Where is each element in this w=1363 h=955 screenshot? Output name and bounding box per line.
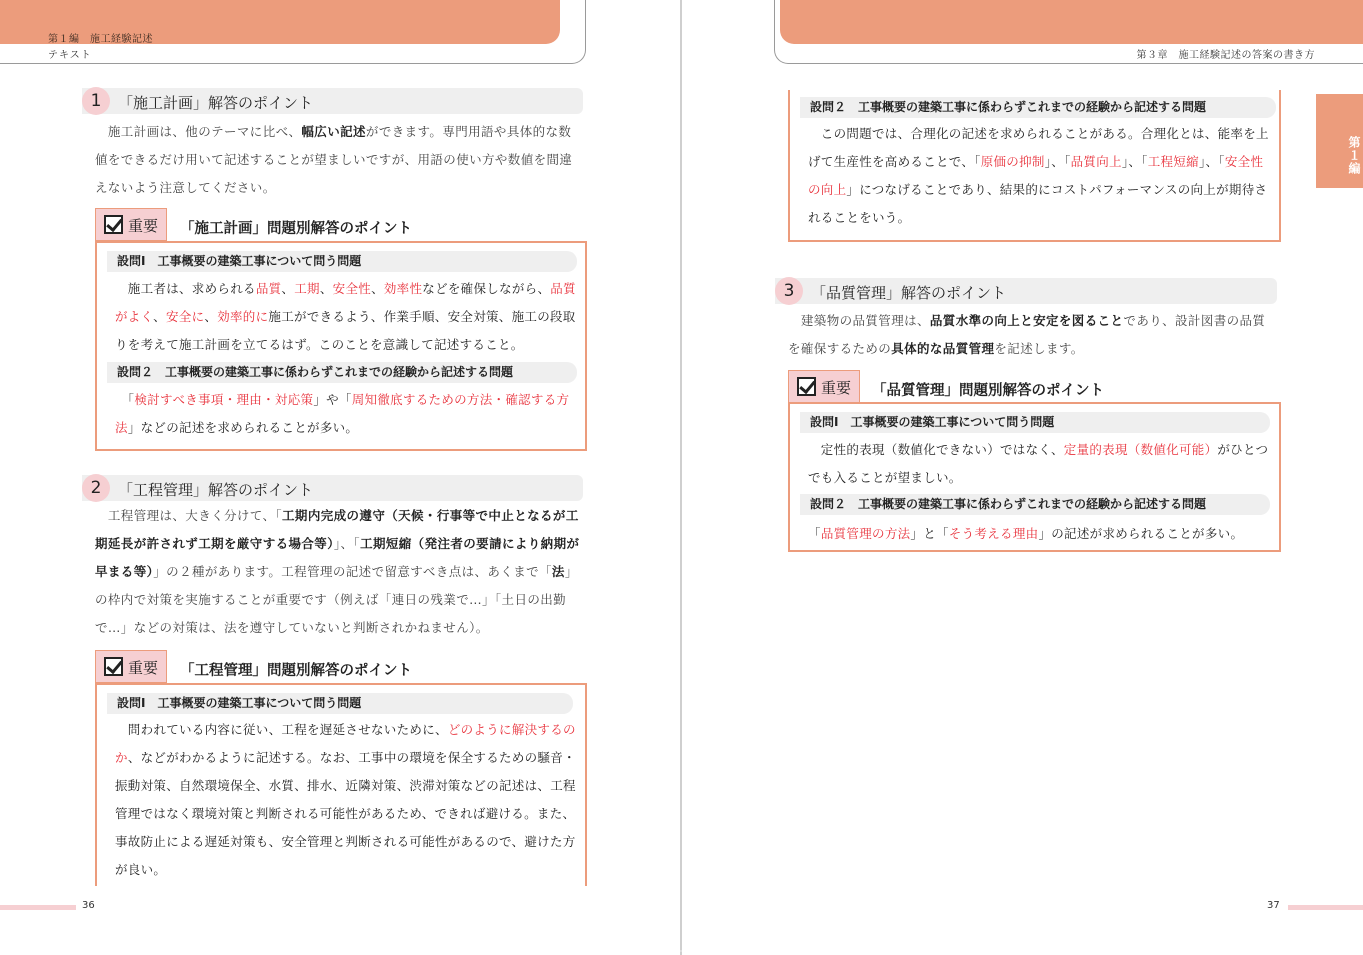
section3-intro: 建築物の品質管理は、品質水準の向上と安定を図ることであり、設計図書の品質を確保するための具体的な品質管理を記述します。 (788, 313, 1266, 356)
side-tab: 第１編 (1316, 94, 1363, 188)
important-box-continued (788, 90, 1281, 242)
question-label: 設問２ 工事概要の建築工事に係わらずこれまでの経験から記述する問題 (107, 362, 577, 383)
section1-intro: 施工計画は、他のテーマに比べ、幅広い記述ができます。専門用語や具体的な数値をできるだけ用いて記述することが望ましいですが、用語の使い方や数値を間違えないよう注意してください。 (95, 124, 573, 195)
header-band (780, 0, 1363, 44)
question-label: 設問Ⅰ 工事概要の建築工事について問う問題 (107, 251, 577, 272)
question-text: 問われている内容に従い、工程を遅延させないために、どのように解決するのか、などがわかるように記述する。なお、工事中の環境を保全するための騒音・振動対策、自然環境保全、水質、排水、近隣対策、渋滞対策などの記述は、工程管理ではなく環境対策と判断される可能性があるため、できれば避ける。また、事故防止による遅延対策も、安全管理と判断される可能性があるので、避けた方が良い。 (115, 722, 576, 877)
important-box-3 (788, 402, 1281, 552)
question-label: 設問２ 工事概要の建築工事に係わらずこれまでの経験から記述する問題 (800, 494, 1270, 515)
section-number: 1 (82, 87, 110, 115)
important-label (95, 650, 167, 683)
question-label: 設問２ 工事概要の建築工事に係わらずこれまでの経験から記述する問題 (800, 97, 1276, 118)
important-box-1 (95, 241, 587, 451)
question-text: 「品質管理の方法」と「そう考える理由」の記述が求められることが多い。 (808, 526, 1244, 541)
page-number: 37 (1267, 900, 1280, 911)
checkbox-icon (797, 377, 816, 396)
question-label: 設問Ⅰ 工事概要の建築工事について問う問題 (107, 693, 573, 714)
left-page (0, 0, 680, 955)
question-text: 施工者は、求められる品質、工期、安全性、効率性などを確保しながら、品質がよく、安全に、効率的に施工ができるよう、作業手順、安全対策、施工の段取りを考えて施工計画を立てるはず。このことを意識して記述すること。 (115, 281, 576, 352)
question-text: 「検討すべき事項・理由・対応策」や「周知徹底するための方法・確認する方法」などの記述を求められることが多い。 (115, 392, 570, 435)
important-text: 重要 (128, 659, 159, 677)
header-subtitle: テキスト (48, 50, 92, 61)
footer-line (0, 905, 76, 910)
right-page (682, 0, 1363, 955)
section-title: 「施工計画」解答のポイント (118, 94, 314, 112)
important-title: 「工程管理」問題別解答のポイント (180, 663, 412, 679)
important-label (788, 370, 860, 403)
important-label (95, 208, 167, 241)
section-heading-1 (82, 88, 583, 114)
section2-intro: 工程管理は、大きく分けて、「工期内完成の遵守（天候・行事等で中止となるが工期延長が許されず工期を厳守する場合等）」、「工期短縮（発注者の要請により納期が早まる等）」の２種があります。工程管理の記述で留意すべき点は、あくまで「法」の枠内で対策を実施することが重要です（例えば「連日の残業で…」「土日の出勤で…」などの対策は、法を遵守していないと判断されかねません）。 (95, 508, 580, 635)
chapter-title: 第３章 施工経験記述の答案の書き方 (1136, 50, 1315, 61)
question-text: この問題では、合理化の記述を求められることがある。合理化とは、能率を上げて生産性を高めることで、「原価の抑制」、「品質向上」、「工程短縮」、「安全性の向上」につなげることであり、結果的にコストパフォーマンスの向上が期待されることをいう。 (808, 126, 1269, 225)
page-number: 36 (82, 900, 95, 911)
important-text: 重要 (128, 217, 159, 235)
section-heading-3 (775, 278, 1277, 304)
section-number: 2 (82, 474, 110, 502)
question-text: 定性的表現（数値化できない）ではなく、定量的表現（数値化可能）がひとつでも入ることが望ましい。 (808, 442, 1269, 485)
question-label: 設問Ⅰ 工事概要の建築工事について問う問題 (800, 412, 1270, 433)
footer-line (1288, 905, 1363, 910)
important-title: 「品質管理」問題別解答のポイント (872, 383, 1104, 399)
section-title: 「工程管理」解答のポイント (118, 481, 314, 499)
important-title: 「施工計画」問題別解答のポイント (180, 221, 412, 237)
checkbox-icon (104, 215, 123, 234)
important-text: 重要 (821, 379, 852, 397)
section-number: 3 (775, 277, 803, 305)
section-heading-2 (82, 475, 583, 501)
chapter-title: 第１編 施工経験記述 (48, 34, 153, 45)
section-title: 「品質管理」解答のポイント (811, 284, 1007, 302)
checkbox-icon (104, 657, 123, 676)
important-box-2 (95, 683, 587, 886)
